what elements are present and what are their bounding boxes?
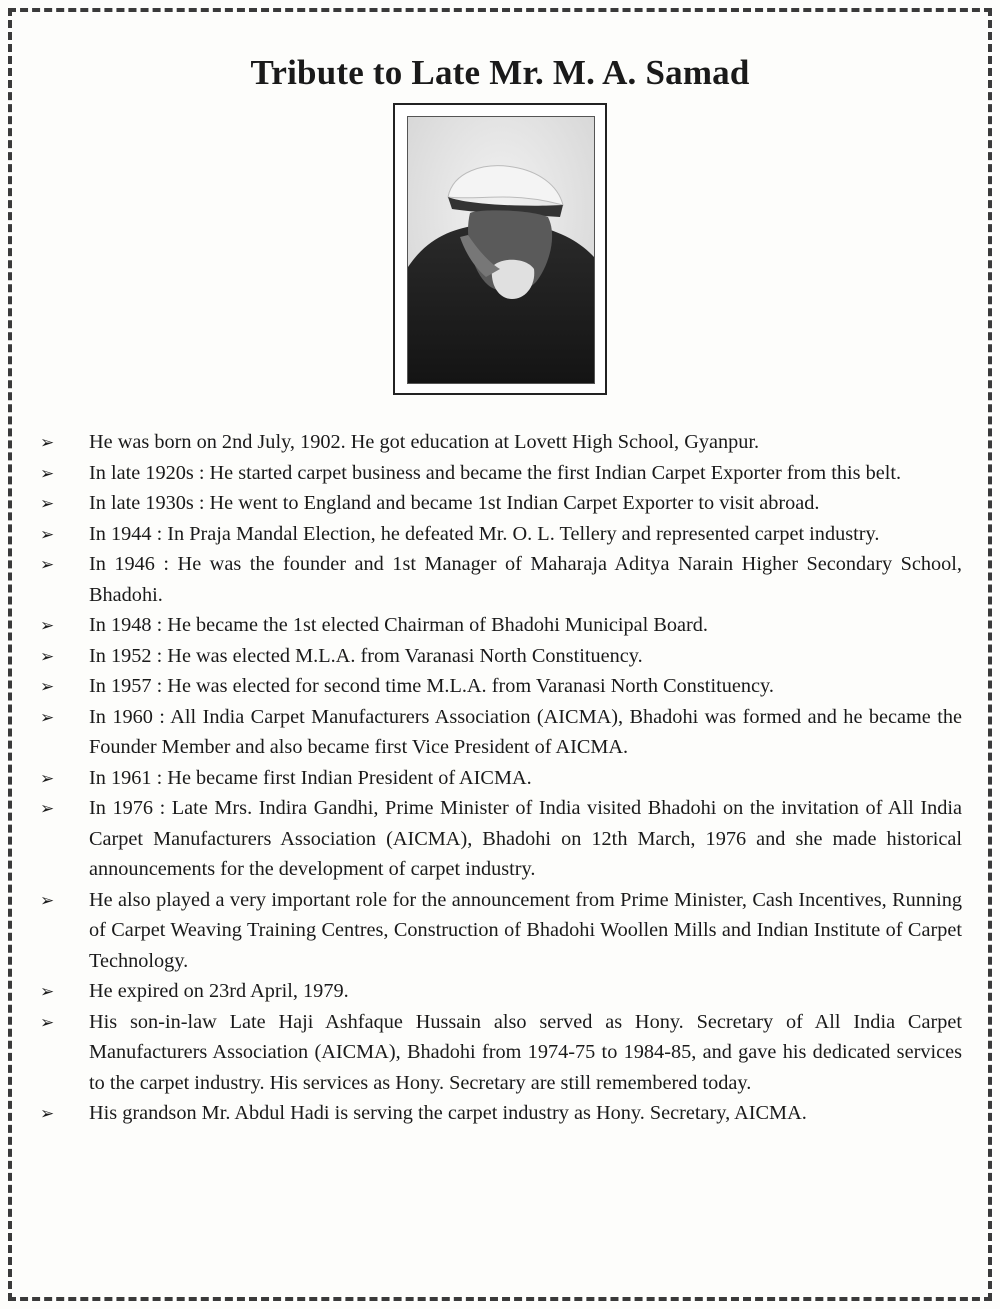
bullet-text: In 1952 : He was elected M.L.A. from Varanasi North Constituency. [89, 644, 643, 667]
bullet-text: In 1960 : All India Carpet Manufacturers Association (AICMA), Bhadohi was formed and he became the Founder Member and also became first Vice President of AICMA. [89, 705, 962, 758]
list-item [40, 763, 962, 794]
arrowhead-bullet-icon: ➢ [40, 646, 55, 667]
bullet-text: In late 1920s : He started carpet business and became the first Indian Carpet Exporter from this belt. [89, 461, 902, 484]
list-item [40, 427, 962, 458]
portrait-frame [393, 103, 607, 395]
list-item [40, 793, 962, 885]
list-item [40, 885, 962, 977]
list-item [40, 458, 962, 489]
arrowhead-bullet-icon: ➢ [40, 707, 55, 728]
list-item [40, 549, 962, 610]
list-item [40, 671, 962, 702]
arrowhead-bullet-icon: ➢ [40, 433, 55, 453]
bullet-text: He was born on 2nd July, 1902. He got education at Lovett High School, Gyanpur. [89, 431, 760, 453]
biography-list [40, 427, 962, 1129]
bullet-text: His son-in-law Late Haji Ashfaque Hussain also served as Hony. Secretary of All India Carpet Manufacturers Association (AICMA), Bhadohi from 1974-75 to 1984-85, and gave his dedicated services to the carpet industry. His services as Hony. Secretary are still remembered today. [89, 1010, 962, 1094]
bullet-text: His grandson Mr. Abdul Hadi is serving the carpet industry as Hony. Secretary, AICMA. [89, 1102, 807, 1124]
bullet-text: In 1957 : He was elected for second time M.L.A. from Varanasi North Constituency. [89, 675, 774, 697]
arrowhead-bullet-icon: ➢ [40, 555, 55, 575]
arrowhead-bullet-icon: ➢ [40, 524, 55, 545]
bullet-text: In 1946 : He was the founder and 1st Manager of Maharaja Aditya Narain Higher Secondary School, Bhadohi. [89, 553, 962, 606]
arrowhead-bullet-icon: ➢ [40, 890, 55, 911]
list-item [40, 641, 962, 672]
list-item [40, 610, 962, 641]
arrowhead-bullet-icon: ➢ [40, 799, 55, 819]
list-item [40, 1098, 962, 1129]
list-item [40, 488, 962, 519]
arrowhead-bullet-icon: ➢ [40, 1104, 55, 1124]
list-item [40, 519, 962, 550]
arrowhead-bullet-icon: ➢ [40, 494, 55, 514]
arrowhead-bullet-icon: ➢ [40, 463, 55, 484]
arrowhead-bullet-icon: ➢ [40, 677, 55, 697]
arrowhead-bullet-icon: ➢ [40, 1012, 55, 1033]
list-item [40, 702, 962, 763]
page-title: Tribute to Late Mr. M. A. Samad [250, 53, 750, 93]
bullet-text: In 1961 : He became first Indian President of AICMA. [89, 766, 532, 789]
arrowhead-bullet-icon: ➢ [40, 982, 55, 1002]
arrowhead-bullet-icon: ➢ [40, 768, 55, 789]
bullet-text: In 1948 : He became the 1st elected Chairman of Bhadohi Municipal Board. [89, 614, 708, 636]
arrowhead-bullet-icon: ➢ [40, 616, 55, 636]
bullet-text: In 1944 : In Praja Mandal Election, he defeated Mr. O. L. Tellery and represented carpet industry. [89, 522, 880, 545]
bullet-text: He also played a very important role for the announcement from Prime Minister, Cash Incentives, Running of Carpet Weaving Training Centres, Construction of Bhadohi Woollen Mills and Indian Institute of Carpet Technology. [89, 888, 962, 972]
list-item [40, 1007, 962, 1099]
bullet-text: He expired on 23rd April, 1979. [89, 980, 349, 1002]
portrait-photo [407, 116, 595, 384]
bullet-text: In late 1930s : He went to England and became 1st Indian Carpet Exporter to visit abroad. [89, 492, 820, 514]
list-item [40, 976, 962, 1007]
bullet-text: In 1976 : Late Mrs. Indira Gandhi, Prime Minister of India visited Bhadohi on the invitation of All India Carpet Manufacturers Association (AICMA), Bhadohi on 12th March, 1976 and she made historical announcements for the development of carpet industry. [89, 797, 962, 880]
